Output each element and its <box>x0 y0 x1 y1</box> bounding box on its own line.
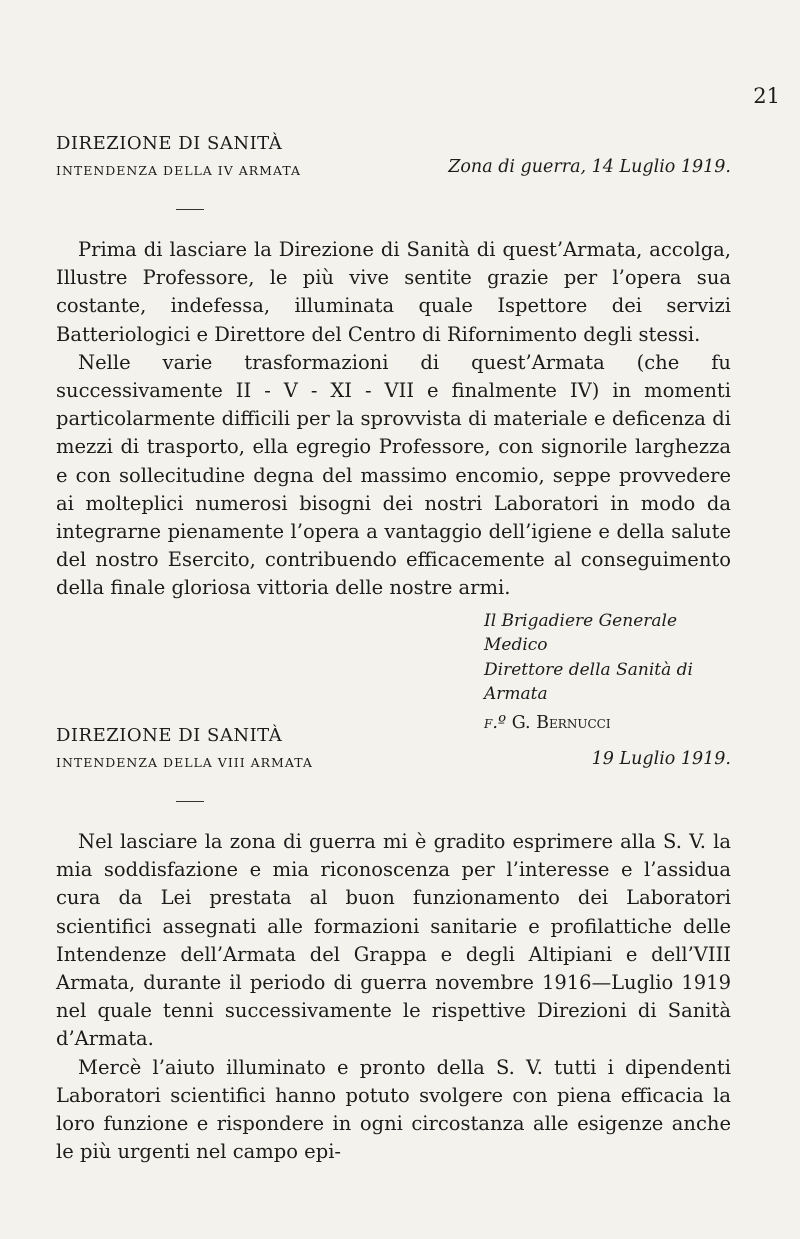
letter-viii-armata <box>56 725 731 1166</box>
header-divider <box>176 209 204 210</box>
place-date: 19 Luglio 1919. <box>591 749 731 769</box>
place-date: Zona di guerra, 14 Luglio 1919. <box>448 157 731 177</box>
signature-role: Direttore della Sanità di Armata <box>484 659 693 705</box>
signature-block <box>484 609 731 736</box>
header-divider <box>176 801 204 802</box>
paragraph: Nelle varie trasformazioni di quest’Armata (che fu successivamente II - V - XI - VII e finalmente IV) in momenti particolarmente difficili per la sprovvista di materiale e deficenza di mezzi di trasporto, ella egregio Professore, con signorile larghezza e con sollecitudine degna del massimo encomio, seppe provvedere ai molteplici numerosi bisogni dei nostri Laboratori in modo da integrarne pienamente l’opera a vantaggio dell’igiene e della salute del nostro Esercito, contribuendo efficacemente al conseguimento della finale gloriosa vittoria delle nostre armi. <box>56 350 731 600</box>
letter-header <box>56 133 731 191</box>
office-title: DIREZIONE DI SANITÀ <box>56 133 283 154</box>
letter-header <box>56 725 731 783</box>
office-title: DIREZIONE DI SANITÀ <box>56 725 283 746</box>
paragraph: Nel lasciare la zona di guerra mi è gradito esprimere alla S. V. la mia soddisfazione e mia riconoscenza per l’interesse e l’assidua cura da Lei prestata al buon funzionamento dei Laboratori scientifici assegnati alle formazioni sanitarie e profilattiche delle Intendenze dell’Armata del Grappa e degli Altipiani e dell’VIII Armata, durante il periodo di guerra novembre 1916—Luglio 1919 nel quale tenni successivamente le rispettive Direzioni di Sanità d’Armata. <box>56 830 731 1051</box>
signature-name: G. Bernucci <box>511 712 611 733</box>
office-subtitle: INTENDENZA DELLA IV ARMATA <box>56 163 301 178</box>
paragraph: Prima di lasciare la Direzione di Sanità di quest’Armata, accolga, Illustre Professore, le più vive sentite grazie per l’opera sua costante, indefessa, illuminata quale Ispettore dei servizi Batteriologici e Direttore del Centro di Rifornimento degli stessi. <box>56 238 731 346</box>
letter-body <box>56 236 731 603</box>
office-subtitle: INTENDENZA DELLA VIII ARMATA <box>56 755 313 770</box>
letter-iv-armata <box>56 133 731 735</box>
page-number: 21 <box>753 84 780 108</box>
letter-body <box>56 828 731 1166</box>
signature-prefix: f.º <box>484 712 507 733</box>
paragraph: Mercè l’aiuto illuminato e pronto della S. V. tutti i dipendenti Laboratori scientifici hanno potuto svolgere con piena efficacia la loro funzione e rispondere in ogni circostanza alle esigenze anche le più urgenti nel campo epi- <box>56 1055 731 1164</box>
signature-rank: Il Brigadiere Generale Medico <box>484 610 678 656</box>
